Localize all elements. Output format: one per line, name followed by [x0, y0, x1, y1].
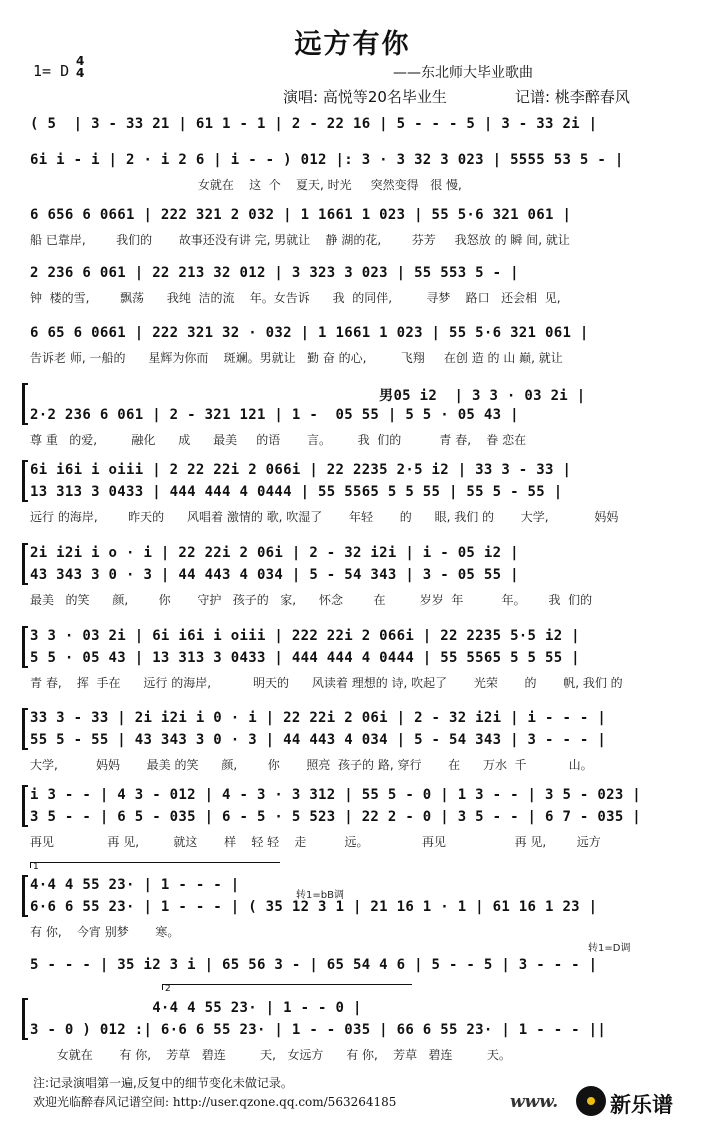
lyric-line: 再见 再 见, 就这 样 轻 轻 走 远。 再见 再 见, 远方 — [30, 835, 601, 849]
notation-row: 5 - - - | 35 i2 3 i | 65 56 3 - | 65 54 4 6 | 5 - - 5 | 3 - - - | — [30, 957, 598, 973]
notation-row: 6i i6i i oiii | 2 22 22i 2 066i | 22 2235 2·5 i2 | 33 3 - 33 | — [30, 462, 572, 478]
notation-row: 6 656 6 0661 | 222 321 2 032 | 1 1661 1 023 | 55 5·6 321 061 | — [30, 207, 572, 223]
volta-bracket-1 — [30, 862, 280, 872]
time-top: 4 — [76, 54, 85, 68]
watermark — [510, 1086, 700, 1116]
system-bracket — [22, 875, 27, 917]
notation-row: 3 5 - - | 6 5 - 035 | 6 - 5 · 5 523 | 22 2 - 0 | 3 5 - - | 6 7 - 035 | — [30, 809, 642, 825]
credits — [283, 86, 683, 107]
lyric-line: 女就在 有 你, 芳草 碧连 天, 女远方 有 你, 芳草 碧连 天。 — [30, 1048, 511, 1062]
notation-row: 4·4 4 55 23· | 1 - - 0 | — [30, 1000, 362, 1016]
notation-row: 2·2 236 6 061 | 2 - 321 121 | 1 - 05 55 | 5 5 · 05 43 | — [30, 407, 519, 423]
system-bracket — [22, 708, 27, 750]
notation-row: ( 5 | 3 - 33 21 | 61 1 - 1 | 2 - 22 16 | 5 - - - 5 | 3 - 33 2i | — [30, 116, 598, 132]
lyric-line: 青 春, 挥 手在 远行 的海岸, 明天的 风读着 理想的 诗, 吹起了 光荣 的 帆, 我们 的 — [30, 676, 623, 690]
footer-link[interactable]: 欢迎光临醉春风记谱空间: http://user.qzone.qq.com/563264185 — [33, 1095, 397, 1109]
system-bracket — [22, 785, 27, 827]
lyric-line: 尊 重 的爱, 融化 成 最美 的语 言。 我 们的 青 春, 眷 恋在 — [30, 433, 527, 447]
lyric-line: 有 你, 今宵 别梦 寒。 — [30, 925, 180, 939]
footer-note: 注:记录演唱第一遍,反复中的细节变化未做记录。 — [33, 1076, 293, 1090]
lyric-line: 远行 的海岸, 昨天的 风唱着 激情的 歌, 吹湿了 年轻 的 眼, 我们 的 大学, 妈妈 — [30, 510, 619, 524]
key-change-label-2: 转1=D调 — [588, 943, 631, 954]
lyric-line: 告诉老 师, 一船的 星辉为你而 斑斓。男就让 勤 奋 的心, 飞翔 在创 造 的 山 巅, 就让 — [30, 351, 563, 365]
notation-row: 2i i2i i o · i | 22 22i 2 06i | 2 - 32 i2i | i - 05 i2 | — [30, 545, 519, 561]
notation-row: 55 5 - 55 | 43 343 3 0 · 3 | 44 443 4 034 | 5 - 54 343 | 3 - - - | — [30, 732, 607, 748]
system-bracket — [22, 626, 27, 668]
volta-bracket-2 — [162, 984, 412, 994]
notation-row: i 3 - - | 4 3 - 012 | 4 - 3 · 3 312 | 55 5 - 0 | 1 3 - - | 3 5 - 023 | — [30, 787, 642, 803]
volta-2-label: 2 — [165, 984, 171, 994]
lyric-line: 最美 的笑 颜, 你 守护 孩子的 家, 怀念 在 岁岁 年 年。 我 们的 — [30, 593, 593, 607]
key-signature: 1= D — [33, 62, 70, 80]
system-bracket — [22, 383, 27, 425]
vinyl-disc-icon — [576, 1086, 606, 1116]
transcriber-credit: 记谱: 桃李醉春风 — [515, 88, 630, 106]
time-signature — [76, 55, 84, 79]
lyric-line: 船 已靠岸, 我们的 故事还没有讲 完, 男就让 静 湖的花, 芬芳 我怒放 的 瞬 间, 就让 — [30, 233, 570, 247]
notation-row: 43 343 3 0 · 3 | 44 443 4 034 | 5 - 54 343 | 3 - 05 55 | — [30, 567, 519, 583]
system-bracket — [22, 460, 27, 502]
notation-row: 6i i - i | 2 · i 2 6 | i - - ) 012 |: 3 · 3 32 3 023 | 5555 53 5 - | — [30, 152, 624, 168]
watermark-text: www. — [510, 1092, 559, 1112]
system-bracket — [22, 998, 27, 1040]
key-change-label-1: 转1=bB调 — [296, 890, 344, 901]
notation-row: 2 236 6 061 | 22 213 32 012 | 3 323 3 023 | 55 553 5 - | — [30, 265, 519, 281]
time-bottom: 4 — [76, 66, 85, 80]
subtitle: ——东北师大毕业歌曲 — [393, 65, 533, 81]
lyric-line: 大学, 妈妈 最美 的笑 颜, 你 照亮 孩子的 路, 穿行 在 万水 千 山。 — [30, 758, 593, 772]
notation-row: 5 5 · 05 43 | 13 313 3 0433 | 444 444 4 0444 | 55 5565 5 5 55 | — [30, 650, 580, 666]
notation-row: 33 3 - 33 | 2i i2i i 0 · i | 22 22i 2 06i | 2 - 32 i2i | i - - - | — [30, 710, 607, 726]
notation-row: 6 65 6 0661 | 222 321 32 · 032 | 1 1661 1 023 | 55 5·6 321 061 | — [30, 325, 589, 341]
volta-1-label: 1 — [33, 862, 39, 872]
lyric-line: 钟 楼的雪, 飘荡 我纯 洁的流 年。女告诉 我 的同伴, 寻梦 路口 还会相 见, — [30, 291, 561, 305]
notation-row: 13 313 3 0433 | 444 444 4 0444 | 55 5565 5 5 55 | 55 5 - 55 | — [30, 484, 563, 500]
singer-credit: 演唱: 高悦等20名毕业生 — [283, 88, 447, 106]
notation-row: 3 3 · 03 2i | 6i i6i i oiii | 222 22i 2 066i | 22 2235 5·5 i2 | — [30, 628, 580, 644]
notation-row: 4·4 4 55 23· | 1 - - - | — [30, 877, 240, 893]
brand-name: 新乐谱 — [610, 1093, 673, 1117]
lyric-line: 女就在 这 个 夏天, 时光 突然变得 很 慢, — [30, 178, 462, 192]
score-title: 远方有你 — [294, 29, 411, 60]
notation-row: 3 - 0 ) 012 :| 6·6 6 55 23· | 1 - - 035 | 66 6 55 23· | 1 - - - || — [30, 1022, 607, 1038]
notation-row: 6·6 6 55 23· | 1 - - - | ( 35 12 3 1 | 21 16 1 · 1 | 61 16 1 23 | — [30, 899, 598, 915]
system-bracket — [22, 543, 27, 585]
notation-row: 男05 i2 | 3 3 · 03 2i | — [30, 388, 586, 404]
